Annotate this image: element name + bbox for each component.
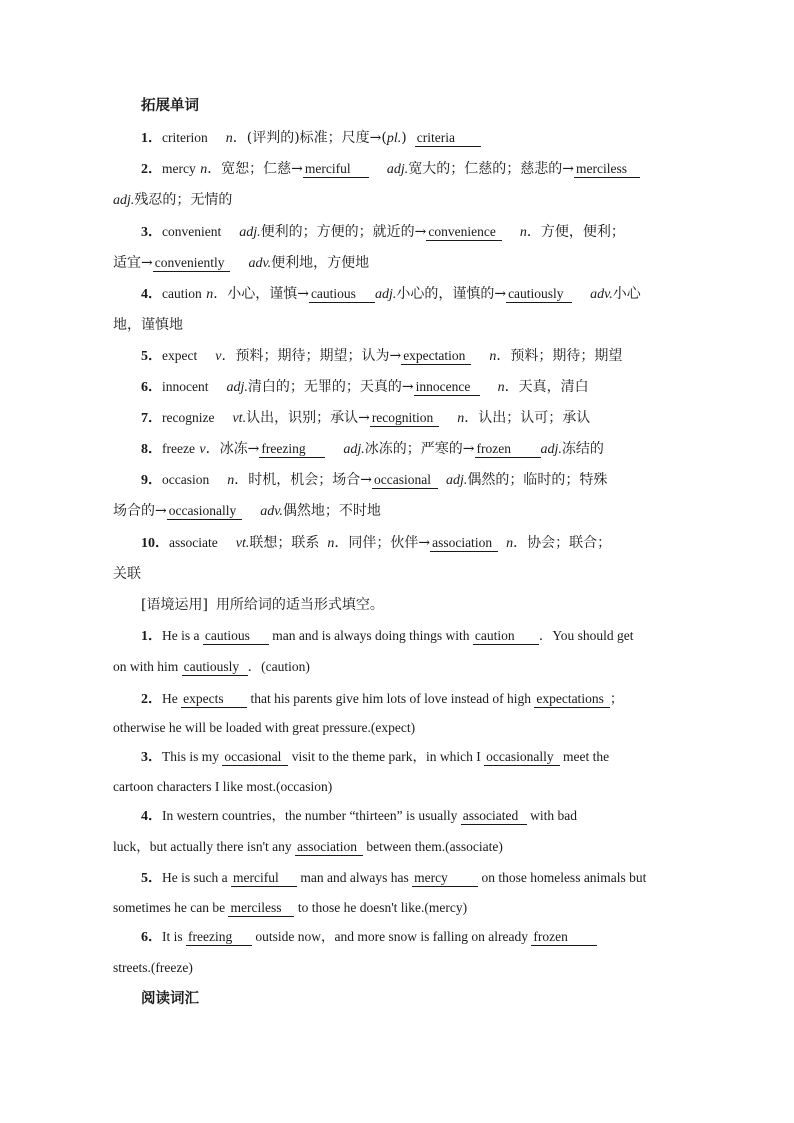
definition: ．时机，机会；场合→ <box>234 472 372 488</box>
definition: ．协会；联合； <box>513 535 612 551</box>
answer-blank: freezing <box>186 929 252 946</box>
definition: 便利的；方便的；就近的→ <box>260 224 427 240</box>
part-of-speech: n <box>497 380 505 395</box>
vocab-item-3-cont <box>113 253 681 274</box>
item-number: 3． <box>141 225 162 240</box>
definition: 宽大的；仁慈的；慈悲的→ <box>408 161 575 177</box>
item-number: 9． <box>141 473 162 488</box>
definition: ) <box>401 130 407 146</box>
exercise-item-6 <box>141 927 681 948</box>
definition: 偶然地；不时地 <box>282 503 381 519</box>
answer-blank: cautiously <box>506 286 572 303</box>
vocab-item-2 <box>141 159 681 180</box>
item-number: 5． <box>141 871 162 886</box>
exercise-item-2-cont <box>113 718 681 738</box>
part-of-speech: n <box>506 536 514 551</box>
answer-blank: occasional <box>372 472 438 489</box>
headword: expect <box>162 348 198 363</box>
part-of-speech: n <box>489 349 497 364</box>
item-number: 5． <box>141 349 162 364</box>
vocab-item-2-cont <box>113 190 681 211</box>
definition: 残忍的；无情的 <box>134 192 233 208</box>
headword: criterion <box>162 130 208 145</box>
headword: mercy <box>162 161 196 176</box>
exercise-item-4 <box>141 806 681 827</box>
part-of-speech: n <box>519 225 527 240</box>
exercise-item-2 <box>141 689 681 710</box>
answer-blank: merciful <box>231 870 297 887</box>
item-number: 4． <box>141 287 162 302</box>
item-number: 8． <box>141 442 162 457</box>
answer-blank: occasionally <box>484 749 559 766</box>
sentence-text: with bad <box>530 808 578 823</box>
sentence-text: It is <box>162 929 183 944</box>
definition: 关联 <box>113 566 141 582</box>
vocab-item-1 <box>141 128 681 149</box>
answer-blank: merciless <box>574 161 640 178</box>
sentence-text: ．(caution) <box>247 659 310 674</box>
exercise-item-6-cont <box>113 958 681 978</box>
part-of-speech: n <box>327 536 335 551</box>
vocab-item-4-cont <box>113 315 681 335</box>
answer-blank: caution <box>473 628 539 645</box>
part-of-speech: adv. <box>260 504 283 519</box>
section-heading-reading-words: 阅读词汇 <box>141 990 199 1007</box>
part-of-speech: v <box>199 442 206 457</box>
definition: 地，谨慎地 <box>113 317 183 333</box>
answer-blank: association <box>295 839 363 856</box>
exercise-tag: [语境运用] <box>141 597 208 613</box>
headword: innocent <box>162 379 209 394</box>
definition: 小心的，谨慎的→ <box>396 286 507 302</box>
answer-blank: cautiously <box>182 659 248 676</box>
part-of-speech: n <box>457 411 465 426</box>
sentence-text: ； <box>609 691 624 706</box>
vocab-item-9 <box>141 470 681 491</box>
exercise-heading <box>141 595 681 615</box>
vocab-item-6 <box>141 377 681 398</box>
sentence-text: luck，but actually there isn't any <box>113 839 292 854</box>
part-of-speech: adj. <box>374 287 397 302</box>
exercise-item-3-cont <box>113 777 681 797</box>
sentence-text: outside now，and more snow is falling on already <box>255 929 528 944</box>
part-of-speech: adj. <box>445 473 468 488</box>
part-of-speech: pl. <box>386 131 402 146</box>
sentence-text: streets.(freeze) <box>113 960 193 975</box>
definition: ．小心，谨慎→ <box>213 286 309 302</box>
answer-blank: conveniently <box>153 255 231 272</box>
answer-blank: association <box>430 535 498 552</box>
definition: ．方便，便利； <box>526 224 625 240</box>
definition: 便利地，方便地 <box>271 255 370 271</box>
definition: ．(评判的)标准；尺度→( <box>232 130 387 146</box>
exercise-item-5-cont <box>113 898 681 918</box>
headword: recognize <box>162 410 215 425</box>
answer-blank: expectations <box>534 691 609 708</box>
answer-blank: innocence <box>414 379 480 396</box>
item-number: 7． <box>141 411 162 426</box>
answer-blank: cautious <box>309 286 375 303</box>
answer-blank: frozen <box>475 441 541 458</box>
item-number: 2． <box>141 692 162 707</box>
part-of-speech: adj. <box>226 380 248 395</box>
vocab-item-10-cont <box>113 564 681 584</box>
sentence-text: to those he doesn't like.(mercy) <box>297 900 468 915</box>
part-of-speech: adv. <box>590 287 613 302</box>
sentence-text: cartoon characters I like most.(occasion) <box>113 779 333 794</box>
definition: ．预料；期待；期望 <box>496 348 623 364</box>
vocab-item-5 <box>141 346 681 367</box>
definition: 小心 <box>612 286 641 302</box>
headword: associate <box>169 535 218 550</box>
sentence-text: man and is always doing things with <box>272 628 470 643</box>
sentence-text: He is such a <box>162 870 228 885</box>
exercise-instruction: 用所给词的适当形式填空。 <box>215 597 384 613</box>
definition: ．同伴；伙伴→ <box>334 535 431 551</box>
part-of-speech: adj. <box>113 193 135 208</box>
part-of-speech: adj. <box>540 442 562 457</box>
item-number: 3． <box>141 750 162 765</box>
vocab-item-3 <box>141 222 681 243</box>
part-of-speech: n <box>206 287 214 302</box>
headword: convenient <box>162 224 222 239</box>
vocab-item-8 <box>141 439 681 460</box>
vocab-item-9-cont <box>113 501 681 522</box>
sentence-text: on with him <box>113 659 179 674</box>
answer-blank: mercy <box>412 870 478 887</box>
answer-blank: criteria <box>415 130 481 147</box>
headword: occasion <box>162 472 210 487</box>
answer-blank: merciful <box>303 161 369 178</box>
part-of-speech: vt. <box>232 411 247 426</box>
part-of-speech: vt. <box>235 536 250 551</box>
answer-blank: expects <box>181 691 247 708</box>
part-of-speech: adj. <box>239 225 261 240</box>
item-number: 1． <box>141 629 162 644</box>
definition: 偶然的；临时的；特殊 <box>467 472 608 488</box>
sentence-text: visit to the theme park，in which I <box>291 749 481 764</box>
sentence-text: meet the <box>562 749 610 764</box>
part-of-speech: n <box>200 162 208 177</box>
sentence-text: on those homeless animals but <box>481 870 647 885</box>
sentence-text: ．You should get <box>538 628 634 643</box>
item-number: 1． <box>141 131 162 146</box>
definition: ．天真，清白 <box>504 379 589 395</box>
sentence-text: otherwise he will be loaded with great pressure.(expect) <box>113 720 416 735</box>
section-heading-expand-words: 拓展单词 <box>141 97 199 114</box>
exercise-item-3 <box>141 747 681 768</box>
headword: freeze <box>162 441 195 456</box>
definition: 冰冻的；严寒的→ <box>364 441 475 457</box>
item-number: 6． <box>141 930 162 945</box>
answer-blank: convenience <box>426 224 501 241</box>
part-of-speech: n <box>227 473 235 488</box>
answer-blank: associated <box>461 808 527 825</box>
headword: caution <box>162 286 202 301</box>
answer-blank: expectation <box>401 348 471 365</box>
part-of-speech: v <box>215 349 222 364</box>
part-of-speech: adj. <box>386 162 409 177</box>
exercise-item-1-cont <box>113 657 681 677</box>
definition: 适宜→ <box>113 255 153 271</box>
sentence-text: between them.(associate) <box>366 839 503 854</box>
vocab-item-10 <box>141 533 681 554</box>
part-of-speech: adj. <box>343 442 365 457</box>
answer-blank: frozen <box>531 929 597 946</box>
sentence-text: This is my <box>162 749 220 764</box>
answer-blank: recognition <box>370 410 439 427</box>
part-of-speech: adv. <box>248 256 272 271</box>
item-number: 6． <box>141 380 162 395</box>
vocab-item-7 <box>141 408 681 429</box>
item-number: 4． <box>141 809 162 824</box>
definition: ．认出；认可；承认 <box>464 410 591 426</box>
answer-blank: occasional <box>222 749 288 766</box>
definition: ．冰冻→ <box>205 441 260 457</box>
sentence-text: that his parents give him lots of love instead of high <box>250 691 531 706</box>
definition: 认出，识别；承认→ <box>246 410 370 426</box>
answer-blank: freezing <box>259 441 325 458</box>
definition: 联想；联系 <box>249 535 320 551</box>
sentence-text: In western countries，the number “thirteen” is usually <box>162 808 458 823</box>
definition: 清白的；无罪的；天真的→ <box>247 379 414 395</box>
sentence-text: man and always has <box>300 870 409 885</box>
sentence-text: He is a <box>162 628 200 643</box>
part-of-speech: n <box>225 131 233 146</box>
exercise-item-1 <box>141 626 681 647</box>
item-number: 10． <box>141 536 169 551</box>
answer-blank: merciless <box>228 900 294 917</box>
answer-blank: occasionally <box>167 503 242 520</box>
exercise-item-5 <box>141 868 681 889</box>
item-number: 2． <box>141 162 162 177</box>
sentence-text: sometimes he can be <box>113 900 226 915</box>
definition: ．宽恕；仁慈→ <box>207 161 303 177</box>
answer-blank: cautious <box>203 628 269 645</box>
definition: 冻结的 <box>561 441 604 457</box>
definition: 场合的→ <box>113 503 167 519</box>
exercise-item-4-cont <box>113 837 681 857</box>
vocab-item-4 <box>141 284 681 305</box>
definition: ．预料；期待；期望；认为→ <box>221 348 402 364</box>
sentence-text: He <box>162 691 178 706</box>
